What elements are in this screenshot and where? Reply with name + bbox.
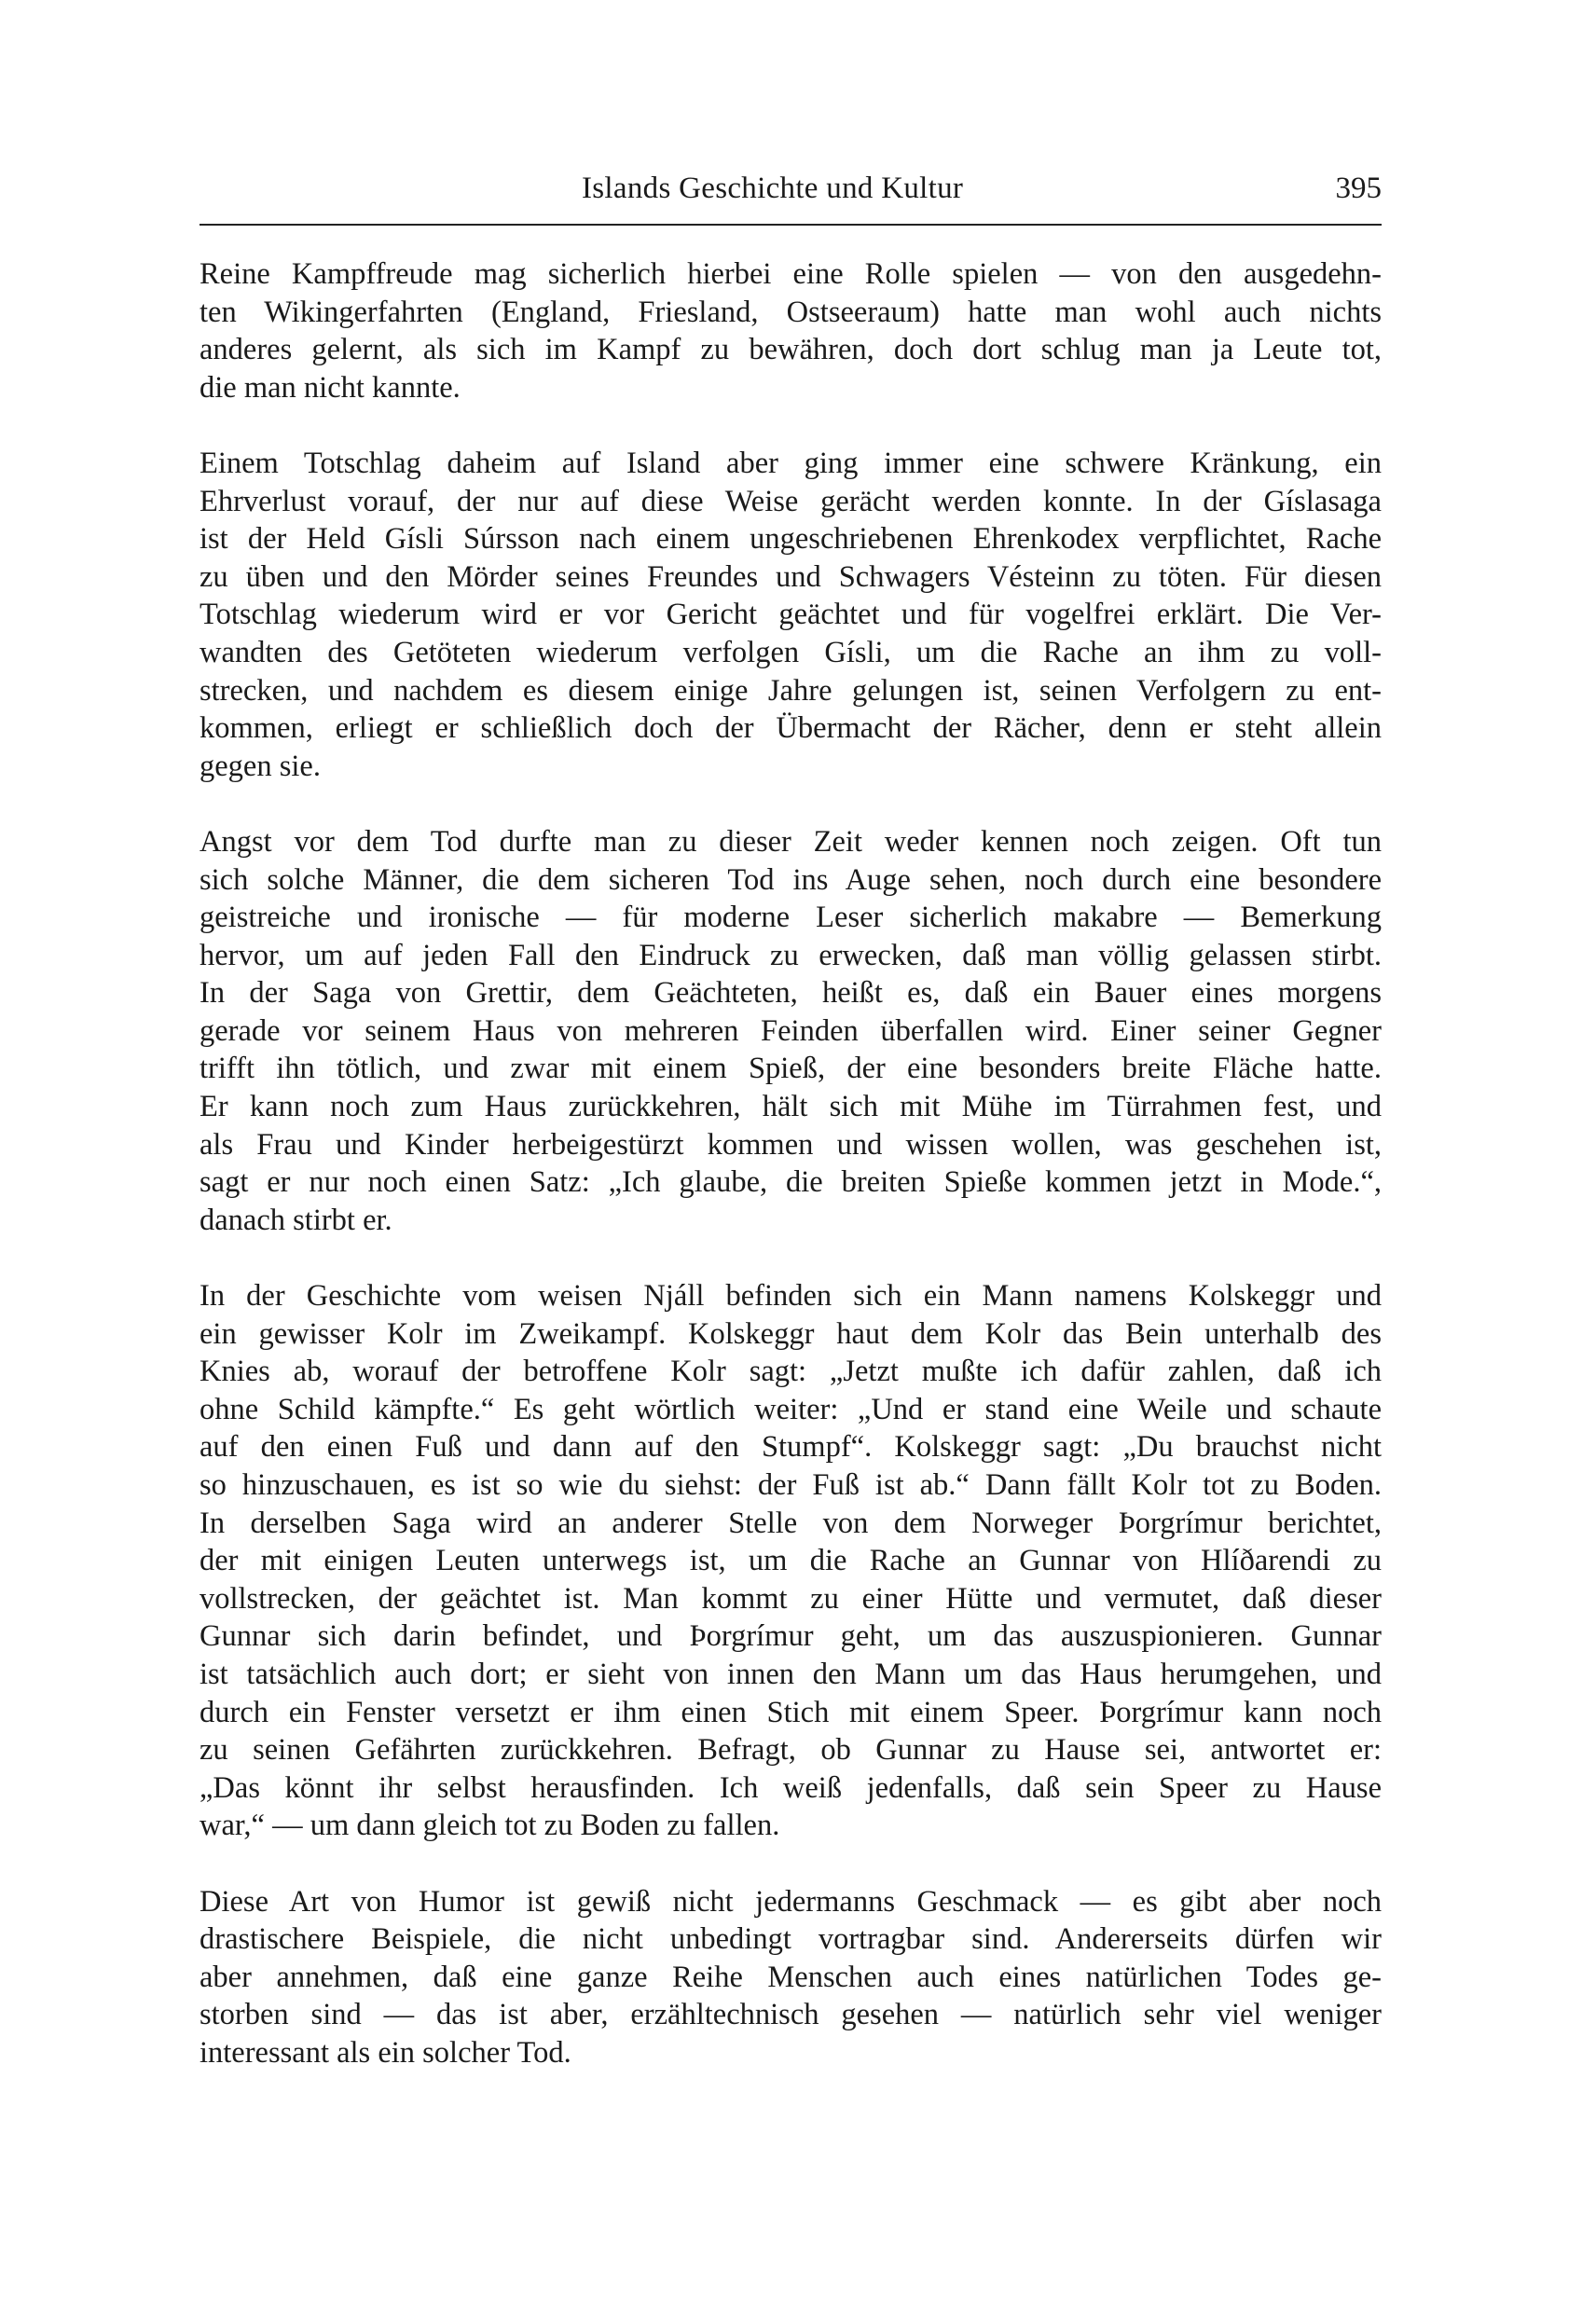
- paragraph-gap: [200, 1239, 1382, 1277]
- text-line: der mit einigen Leuten unterwegs ist, um die Rache an Gunnar von Hlíðarendi zu: [200, 1544, 1382, 1578]
- text-line: zu üben und den Mörder seines Freundes und Schwagers Vésteinn zu töten. Für diesen: [200, 559, 1382, 594]
- text-line: kommen, erliegt er schließlich doch der Übermacht der Rächer, denn er steht allein: [200, 711, 1382, 746]
- paragraph: [200, 255, 1382, 406]
- text-line: Knies ab, worauf der betroffene Kolr sagt: „Jetzt mußte ich dafür zahlen, daß ich: [200, 1355, 1382, 1389]
- text-line: strecken, und nachdem es diesem einige Jahre gelungen ist, seinen Verfolgern zu ent-: [200, 673, 1382, 708]
- page-number: 395: [1335, 172, 1382, 205]
- text-line: In der Saga von Grettir, dem Geächteten, heißt es, daß ein Bauer eines morgens: [200, 976, 1382, 1011]
- text-line: Er kann noch zum Haus zurückkehren, hält sich mit Mühe im Türrahmen fest, und: [200, 1090, 1382, 1124]
- text-line: interessant als ein solcher Tod.: [200, 2035, 571, 2070]
- text-line: danach stirbt er.: [200, 1203, 392, 1237]
- paragraph-gap: [200, 406, 1382, 445]
- text-line: Diese Art von Humor ist gewiß nicht jedermanns Geschmack — es gibt aber noch: [200, 1884, 1382, 1919]
- text-line: zu seinen Gefährten zurückkehren. Befragt, ob Gunnar zu Hause sei, antwortet er:: [200, 1733, 1382, 1768]
- text-line: die man nicht kannte.: [200, 370, 461, 405]
- text-line: anderes gelernt, als sich im Kampf zu bewähren, doch dort schlug man ja Leute tot,: [200, 333, 1382, 367]
- body-text: [200, 255, 1382, 2072]
- text-line: auf den einen Fuß und dann auf den Stumpf“. Kolskeggr sagt: „Du brauchst nicht: [200, 1430, 1382, 1465]
- text-line: ist tatsächlich auch dort; er sieht von innen den Mann um das Haus herumgehen, und: [200, 1657, 1382, 1691]
- text-line: ten Wikingerfahrten (England, Friesland, Ostseeraum) hatte man wohl auch nichts: [200, 295, 1382, 329]
- text-line: Totschlag wiederum wird er vor Gericht geächtet und für vogelfrei erklärt. Die Ver-: [200, 598, 1382, 632]
- text-line: storben sind — das ist aber, erzähltechnisch gesehen — natürlich sehr viel weniger: [200, 1998, 1382, 2032]
- paragraph-gap: [200, 1845, 1382, 1883]
- running-header: [200, 168, 1382, 226]
- text-line: so hinzuschauen, es ist so wie du siehst: der Fuß ist ab.“ Dann fällt Kolr tot zu Boden.: [200, 1468, 1382, 1502]
- text-line: ohne Schild kämpfte.“ Es geht wörtlich weiter: „Und er stand eine Weile und schaute: [200, 1392, 1382, 1426]
- text-line: Ehrverlust vorauf, der nur auf diese Weise gerächt werden konnte. In der Gíslasaga: [200, 484, 1382, 518]
- running-title: Islands Geschichte und Kultur: [582, 172, 964, 205]
- text-line: war,“ — um dann gleich tot zu Boden zu fallen.: [200, 1809, 780, 1843]
- text-line: drastischere Beispiele, die nicht unbedingt vortragbar sind. Andererseits dürfen wir: [200, 1922, 1382, 1957]
- text-line: gerade vor seinem Haus von mehreren Feinden überfallen wird. Einer seiner Gegner: [200, 1013, 1382, 1048]
- text-line: durch ein Fenster versetzt er ihm einen Stich mit einem Speer. Þorgrímur kann noch: [200, 1695, 1382, 1729]
- text-line: als Frau und Kinder herbeigestürzt kommen und wissen wollen, was geschehen ist,: [200, 1127, 1382, 1162]
- paragraph: [200, 1277, 1382, 1845]
- text-line: ist der Held Gísli Súrsson nach einem ungeschriebenen Ehrenkodex verpflichtet, Rache: [200, 522, 1382, 557]
- text-line: In der Geschichte vom weisen Njáll befinden sich ein Mann namens Kolskeggr und: [200, 1279, 1382, 1314]
- text-line: wandten des Getöteten wiederum verfolgen Gísli, um die Rache an ihm zu voll-: [200, 635, 1382, 669]
- text-line: geistreiche und ironische — für moderne Leser sicherlich makabre — Bemerkung: [200, 901, 1382, 935]
- text-line: In derselben Saga wird an anderer Stelle von dem Norweger Þorgrímur berichtet,: [200, 1506, 1382, 1540]
- text-line: ein gewisser Kolr im Zweikampf. Kolskeggr haut dem Kolr das Bein unterhalb des: [200, 1316, 1382, 1351]
- text-line: Einem Totschlag daheim auf Island aber ging immer eine schwere Kränkung, ein: [200, 446, 1382, 480]
- text-line: hervor, um auf jeden Fall den Eindruck zu erwecken, daß man völlig gelassen stirbt.: [200, 938, 1382, 972]
- text-line: gegen sie.: [200, 749, 321, 783]
- paragraph-gap: [200, 785, 1382, 823]
- text-line: Gunnar sich darin befindet, und Þorgrímur geht, um das auszuspionieren. Gunnar: [200, 1619, 1382, 1654]
- paragraph: [200, 1883, 1382, 2072]
- text-line: Angst vor dem Tod durfte man zu dieser Zeit weder kennen noch zeigen. Oft tun: [200, 824, 1382, 859]
- text-line: „Das könnt ihr selbst herausfinden. Ich weiß jedenfalls, daß sein Speer zu Hause: [200, 1770, 1382, 1805]
- text-line: aber annehmen, daß eine ganze Reihe Menschen auch eines natürlichen Todes ge-: [200, 1960, 1382, 1994]
- text-line: sagt er nur noch einen Satz: „Ich glaube, die breiten Spieße kommen jetzt in Mode.“,: [200, 1165, 1382, 1200]
- text-line: vollstrecken, der geächtet ist. Man kommt zu einer Hütte und vermutet, daß dieser: [200, 1581, 1382, 1616]
- text-line: Reine Kampffreude mag sicherlich hierbei eine Rolle spielen — von den ausgedehn-: [200, 257, 1382, 291]
- paragraph: [200, 445, 1382, 785]
- paragraph: [200, 823, 1382, 1240]
- text-line: sich solche Männer, die dem sicheren Tod ins Auge sehen, noch durch eine besondere: [200, 862, 1382, 897]
- text-line: trifft ihn tötlich, und zwar mit einem Spieß, der eine besonders breite Fläche hatte.: [200, 1052, 1382, 1086]
